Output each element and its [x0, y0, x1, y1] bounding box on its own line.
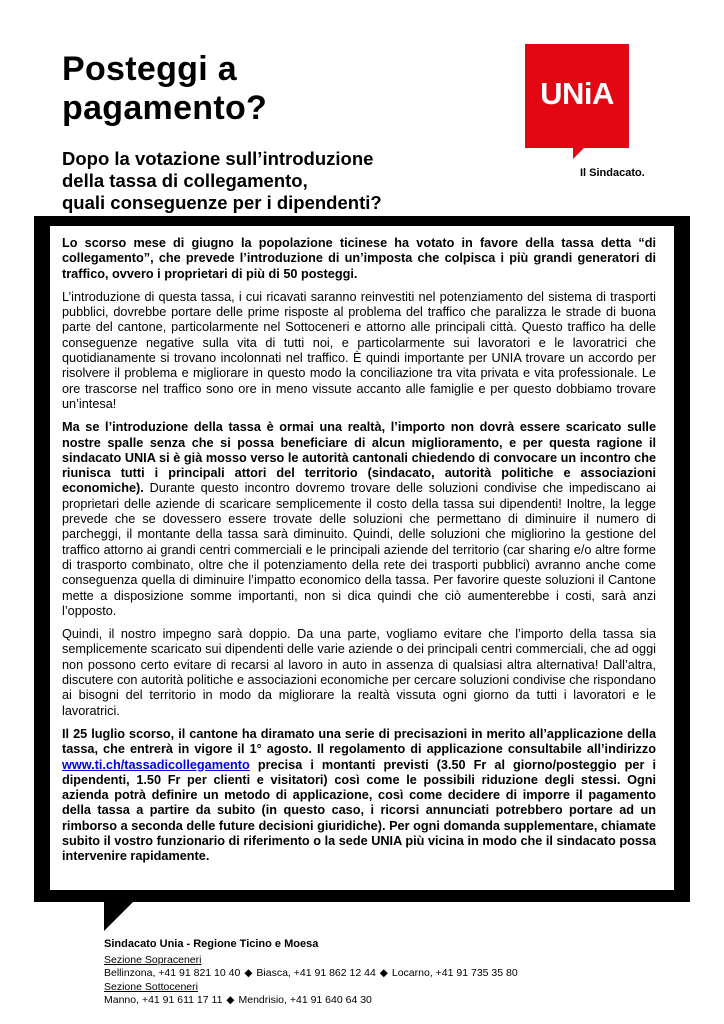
diamond-separator-icon: ◆ [244, 967, 253, 979]
subtitle-line-3: quali conseguenze per i dipendenti? [62, 192, 382, 213]
contact-locarno: Locarno, +41 91 735 35 80 [391, 967, 518, 979]
paragraph-5-part-2: precisa i montanti previsti (3.50 Fr al giorno/posteggio per i dipendenti, 1.50 Fr per clienti e visitatori) così come le possibili riduzione degli stessi. Ogni azienda potrà definire un metodo di applicazione, così come decidere di imporre il pagamento della tassa a partire da subito (in questo caso, i ricorsi annunciati potrebbero portare ad un rimborso a seconda delle future decisioni giuridiche). Per ogni domanda supplementare, chiamate subito il vostro funzionario di riferimento o la sede UNIA più vicina in modo che il sindacato possa intervenire rapidamente. [62, 757, 656, 864]
logo-speech-notch [573, 147, 585, 159]
logo-text: UNiA [540, 76, 614, 111]
paragraph-4: Quindi, il nostro impegno sarà doppio. Da una parte, vogliamo evitare che l’importo della tassa sia semplicemente scaricato sui dipendenti delle varie aziende o dei principali centri commerciali, che ad oggi non possono certo evitare di recarsi al lavoro in auto in assenza di qualsiasi altra alternativa! Dall’altra, discutere con autorità politiche e associazioni economiche per cercare soluzioni condivise che rispondano ai bisogni del territorio in modo da migliorare la realtà vissuta ogni giorno da tutti i lavoratori e le lavoratrici. [62, 627, 656, 718]
contact-mendrisio: Mendrisio, +41 91 640 64 30 [238, 994, 372, 1006]
diamond-separator-icon: ◆ [379, 967, 388, 979]
page-subtitle [62, 148, 502, 214]
title-line-1: Posteggi a [62, 50, 237, 88]
paragraph-3 [62, 420, 656, 619]
regulation-link[interactable]: www.ti.ch/tassadicollegamento [62, 757, 250, 772]
subtitle-line-2: della tassa di collegamento, [62, 170, 308, 191]
contact-biasca: Biasca, +41 91 862 12 44 [256, 967, 376, 979]
paragraph-1: Lo scorso mese di giugno la popolazione ticinese ha votato in favore della tassa detta “di collegamento”, che prevede l’introduzione di un’imposta che colpisca i più grandi generatori di traffico, ovvero i proprietari di più di 50 posteggi. [62, 236, 656, 281]
paragraph-5-part-1: Il 25 luglio scorso, il cantone ha diramato una serie di precisazioni in merito all’applicazione della tassa, che entrerà in vigore il 1° agosto. Il regolamento di applicazione consultabile all’indirizzo [62, 726, 656, 757]
footer-org: Sindacato Unia - Regione Ticino e Moesa [104, 938, 319, 950]
subtitle-line-1: Dopo la votazione sull’introduzione [62, 148, 374, 169]
footer-section-sopraceneri: Sezione Sopraceneri [104, 953, 202, 966]
footer-contacts-sopraceneri [104, 967, 664, 981]
article-body [62, 236, 656, 873]
speech-bubble-notch [104, 901, 134, 931]
contact-bellinzona: Bellinzona, +41 91 821 10 40 [104, 967, 241, 979]
page-title [62, 50, 267, 128]
paragraph-5 [62, 727, 656, 865]
paragraph-3-normal: Durante questo incontro dovremo trovare delle soluzioni condivise che impediscano ai proprietari delle aziende di scaricare semplicemente il costo della tassa sui dipendenti! Inoltre, la legge prevede che se dovessero essere trovate delle soluzioni che permettano di diminuire il numero di parcheggi, il montante della tassa sarà diminuito. Quindi, delle soluzioni che migliorino la gestione del traffico attorno ai grandi centri commerciali e le principali aziende del territorio (car sharing e/o altre forme di trasporto combinato, oltre che il potenziamento della rete dei trasporti pubblici) avranno anche come conseguenza quella di diminuire l’impatto economico della tassa. Per favorire queste soluzioni il Cantone mette a disposizione somme importanti, non si dica quindi che ciò aumenterebbe i costi, sarà anzi l’opposto. [62, 481, 656, 618]
title-line-2: pagamento? [62, 89, 268, 127]
paragraph-2: L’introduzione di questa tassa, i cui ricavati saranno reinvestiti nel potenziamento del sistema di trasporti pubblici, dovrebbe portare delle prime risposte al problema del traffico che paralizza le strade di buona parte del cantone, particolarmente nel Sottoceneri e attorno alle principali città. Questo traffico ha delle conseguenze negative sulla vita di tutti noi, e particolarmente sui lavoratori e le lavoratrici che quotidianamente si trovano incolonnati nel traffico. È quindi importante per UNIA trovare un accordo per risolvere il problema e migliorare in questo modo la conciliazione tra vita privata e vita professionale. Le ore trascorse nel traffico sono ore in meno vissute accanto alle famiglie e per questo dobbiamo trovare un’intesa! [62, 289, 656, 411]
footer [104, 938, 664, 1008]
unia-logo [525, 44, 629, 148]
footer-contacts-sottoceneri [104, 994, 664, 1008]
footer-section-sottoceneri: Sezione Sottoceneri [104, 980, 198, 993]
diamond-separator-icon: ◆ [226, 994, 235, 1006]
paragraph-3-bold: Ma se l’introduzione della tassa è ormai una realtà, l’importo non dovrà essere scaricato sulle nostre spalle senza che si possa beneficiare di alcun miglioramento, e per questa ragione il sindacato UNIA si è già mosso verso le autorità cantonali chiedendo di convocare un incontro che riunisca tutti i principali attori del territorio (sindacato, autorità politiche e associazioni economiche). [62, 420, 656, 496]
logo-tagline: Il Sindacato. [580, 167, 645, 179]
contact-manno: Manno, +41 91 611 17 11 [104, 994, 223, 1006]
